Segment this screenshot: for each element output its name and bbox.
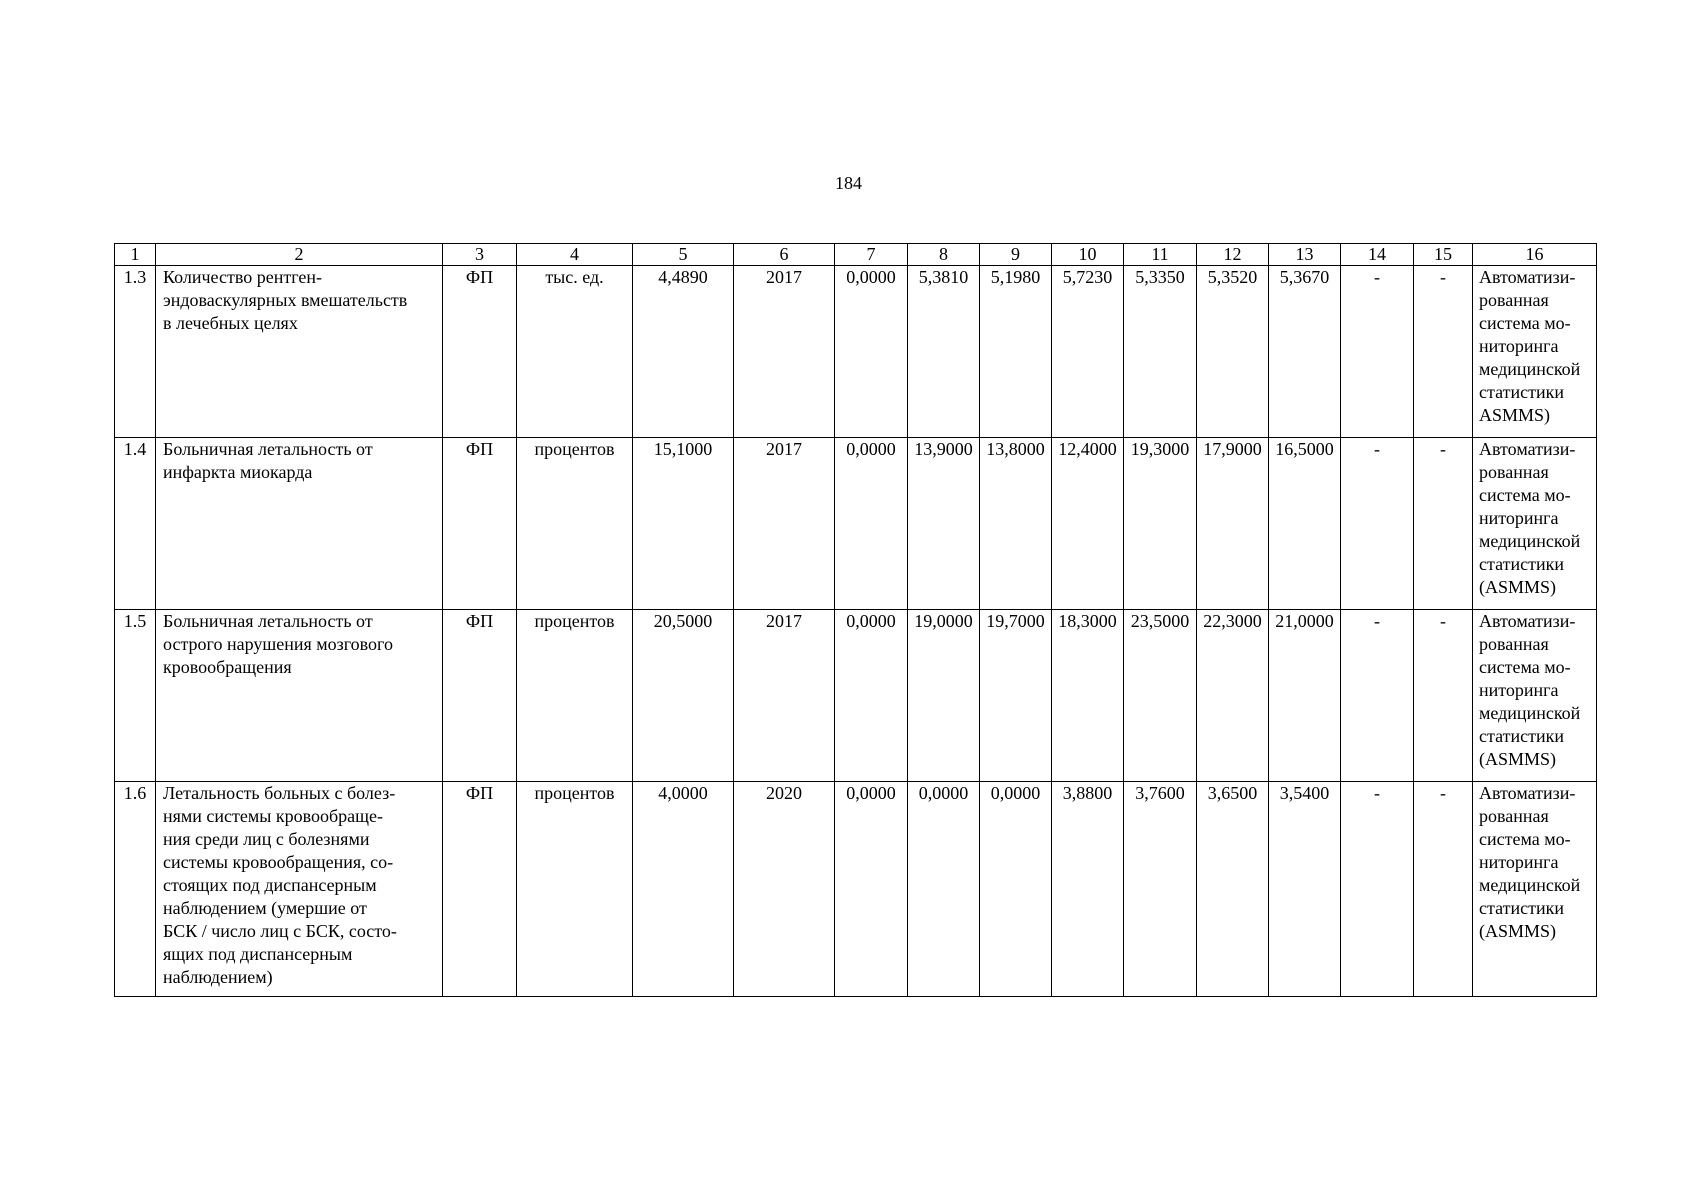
header-cell: 13 xyxy=(1269,244,1341,266)
table-row xyxy=(115,610,1597,782)
value-col-11: 3,7600 xyxy=(1124,782,1197,997)
header-cell: 15 xyxy=(1414,244,1473,266)
value-col-8: 5,3810 xyxy=(908,266,980,438)
base-year: 2017 xyxy=(734,438,835,610)
table-row xyxy=(115,782,1597,997)
value-col-7: 0,0000 xyxy=(835,610,908,782)
header-cell: 8 xyxy=(908,244,980,266)
page-number: 184 xyxy=(835,173,862,193)
value-col-9: 13,8000 xyxy=(980,438,1052,610)
header-cell: 3 xyxy=(443,244,517,266)
table-header-row xyxy=(115,244,1597,266)
value-col-12: 17,9000 xyxy=(1197,438,1269,610)
header-cell: 14 xyxy=(1341,244,1414,266)
data-source xyxy=(1473,782,1597,997)
value-col-13: 3,5400 xyxy=(1269,782,1341,997)
header-cell: 1 xyxy=(115,244,156,266)
value-col-15: - xyxy=(1414,438,1473,610)
indicator-type: ФП xyxy=(443,438,517,610)
value-col-11: 19,3000 xyxy=(1124,438,1197,610)
value-col-8: 0,0000 xyxy=(908,782,980,997)
header-cell: 11 xyxy=(1124,244,1197,266)
value-col-10: 3,8800 xyxy=(1052,782,1124,997)
value-col-12: 3,6500 xyxy=(1197,782,1269,997)
value-col-10: 18,3000 xyxy=(1052,610,1124,782)
value-col-8: 13,9000 xyxy=(908,438,980,610)
value-col-7: 0,0000 xyxy=(835,782,908,997)
table-row xyxy=(115,266,1597,438)
indicator-unit: процентов xyxy=(517,438,633,610)
row-number: 1.6 xyxy=(115,782,156,997)
header-cell: 5 xyxy=(633,244,734,266)
indicator-type: ФП xyxy=(443,610,517,782)
value-col-12: 5,3520 xyxy=(1197,266,1269,438)
value-col-13: 21,0000 xyxy=(1269,610,1341,782)
value-col-11: 5,3350 xyxy=(1124,266,1197,438)
value-col-10: 5,7230 xyxy=(1052,266,1124,438)
base-year: 2017 xyxy=(734,266,835,438)
value-col-9: 5,1980 xyxy=(980,266,1052,438)
indicator-type: ФП xyxy=(443,782,517,997)
header-cell: 2 xyxy=(156,244,443,266)
base-value: 4,0000 xyxy=(633,782,734,997)
data-source-text: Автоматизи- рованная система мо- ниторинга медицинской статистики (ASMMS) xyxy=(1479,783,1581,941)
base-year: 2020 xyxy=(734,782,835,997)
indicator-type: ФП xyxy=(443,266,517,438)
value-col-12: 22,3000 xyxy=(1197,610,1269,782)
data-source-text: Автоматизи- рованная система мо- ниторинга медицинской статистики (ASMMS) xyxy=(1479,611,1581,769)
base-year: 2017 xyxy=(734,610,835,782)
value-col-9: 19,7000 xyxy=(980,610,1052,782)
value-col-11: 23,5000 xyxy=(1124,610,1197,782)
row-number: 1.4 xyxy=(115,438,156,610)
header-cell: 16 xyxy=(1473,244,1597,266)
value-col-15: - xyxy=(1414,782,1473,997)
indicator-unit: тыс. ед. xyxy=(517,266,633,438)
value-col-10: 12,4000 xyxy=(1052,438,1124,610)
indicator-name-text: Летальность больных с болез- нями системы кровообраще- ния среди лиц с болезнями системы кровообращения, со- стоящих под диспансерным наблюдением (умершие от БСК / число лиц с БСК, состо- ящих под диспансерным наблюдением) xyxy=(163,783,397,987)
row-number: 1.5 xyxy=(115,610,156,782)
indicator-name-text: Больничная летальность от инфаркта миокарда xyxy=(163,439,373,482)
base-value: 4,4890 xyxy=(633,266,734,438)
value-col-15: - xyxy=(1414,610,1473,782)
indicator-name xyxy=(156,266,443,438)
indicator-name xyxy=(156,782,443,997)
value-col-14: - xyxy=(1341,610,1414,782)
data-source xyxy=(1473,610,1597,782)
value-col-14: - xyxy=(1341,782,1414,997)
value-col-14: - xyxy=(1341,438,1414,610)
header-cell: 6 xyxy=(734,244,835,266)
table-row xyxy=(115,438,1597,610)
base-value: 15,1000 xyxy=(633,438,734,610)
indicator-name xyxy=(156,610,443,782)
value-col-7: 0,0000 xyxy=(835,438,908,610)
value-col-15: - xyxy=(1414,266,1473,438)
value-col-9: 0,0000 xyxy=(980,782,1052,997)
value-col-14: - xyxy=(1341,266,1414,438)
header-cell: 7 xyxy=(835,244,908,266)
data-source-text: Автоматизи- рованная система мо- ниторинга медицинской статистики ASMMS) xyxy=(1479,267,1581,425)
indicator-name-text: Больничная летальность от острого нарушения мозгового кровообращения xyxy=(163,611,393,677)
indicator-unit: процентов xyxy=(517,782,633,997)
value-col-13: 16,5000 xyxy=(1269,438,1341,610)
indicator-name xyxy=(156,438,443,610)
header-cell: 4 xyxy=(517,244,633,266)
data-source-text: Автоматизи- рованная система мо- ниторинга медицинской статистики (ASMMS) xyxy=(1479,439,1581,597)
indicator-unit: процентов xyxy=(517,610,633,782)
indicator-name-text: Количество рентген- эндоваскулярных вмешательств в лечебных целях xyxy=(163,267,408,333)
data-source xyxy=(1473,266,1597,438)
header-cell: 10 xyxy=(1052,244,1124,266)
value-col-13: 5,3670 xyxy=(1269,266,1341,438)
data-source xyxy=(1473,438,1597,610)
base-value: 20,5000 xyxy=(633,610,734,782)
value-col-7: 0,0000 xyxy=(835,266,908,438)
header-cell: 12 xyxy=(1197,244,1269,266)
header-cell: 9 xyxy=(980,244,1052,266)
indicators-table xyxy=(114,243,1597,997)
row-number: 1.3 xyxy=(115,266,156,438)
value-col-8: 19,0000 xyxy=(908,610,980,782)
